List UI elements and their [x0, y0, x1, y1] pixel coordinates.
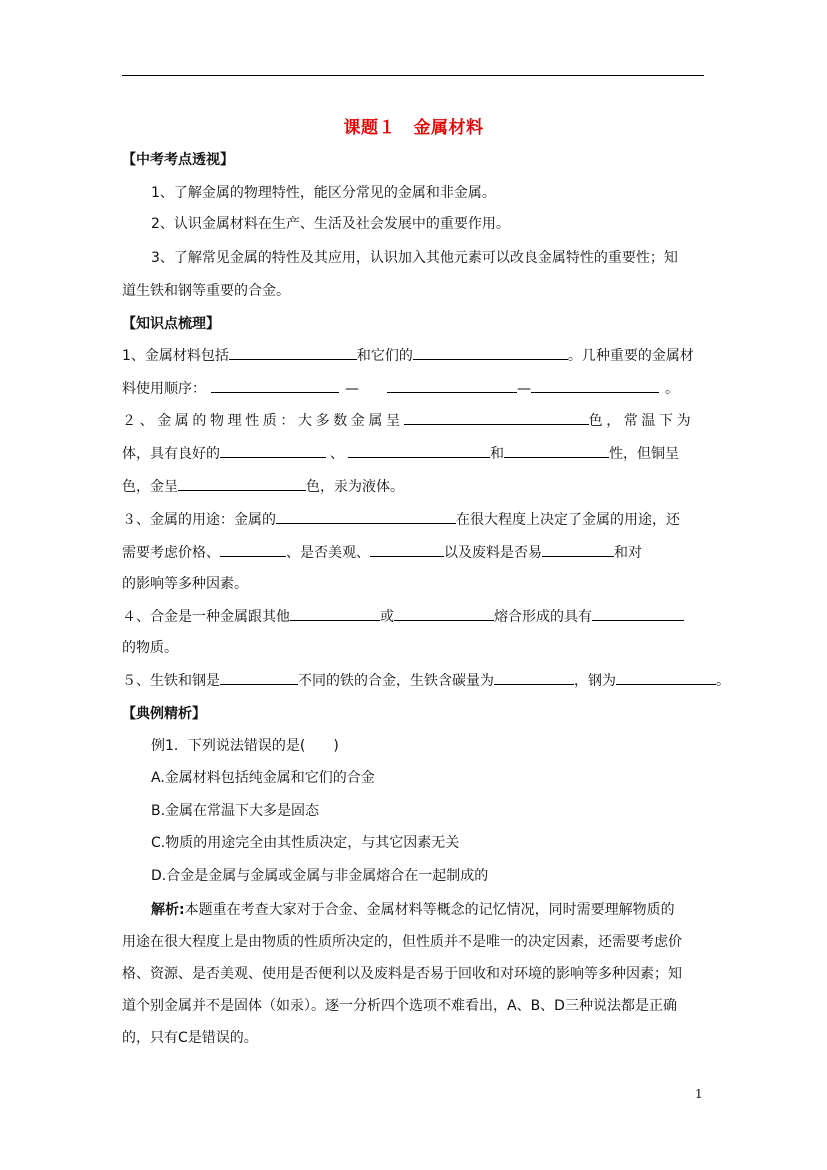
fill-blank[interactable]: [348, 443, 490, 458]
knowledge-5: [122, 670, 730, 691]
text: ，钢为: [574, 673, 616, 689]
text: 不同的铁的合金，生铁含碳量为: [298, 673, 494, 689]
fill-blank[interactable]: [413, 345, 568, 360]
section-heading-exam-points: 【中考考点透视】: [122, 152, 234, 168]
text: 和它们的: [356, 348, 413, 364]
text: 或: [380, 609, 394, 625]
fill-blank[interactable]: [220, 542, 286, 557]
text: 色，金呈: [122, 479, 178, 495]
fill-blank[interactable]: [387, 378, 517, 393]
fill-blank[interactable]: [494, 670, 574, 685]
example-question: 例1．下列说法错误的是( ): [151, 738, 339, 754]
fill-blank[interactable]: [220, 443, 326, 458]
fill-blank[interactable]: [616, 670, 716, 685]
option-b: B.金属在常温下大多是固态: [151, 803, 320, 819]
text: 。: [665, 381, 679, 397]
fill-blank[interactable]: [211, 378, 339, 393]
analysis-line-4: 道个别金属并不是固体（如汞）。逐一分析四个选项不难看出，A、B、D三种说法都是正确: [122, 998, 677, 1014]
analysis-label: 解析:: [151, 902, 185, 918]
text: 体，具有良好的: [122, 446, 220, 462]
goal-3-line-1: 3、了解常见金属的特性及其应用，认识加入其他元素可以改良金属特性的重要性；知: [151, 250, 678, 266]
text: 在很大程度上决定了金属的用途，还: [456, 512, 680, 528]
fill-blank[interactable]: [404, 410, 589, 425]
text: 本题重在考查大家对于合金、金属材料等概念的记忆情况，同时需要理解物质的: [184, 902, 675, 918]
fill-blank[interactable]: [531, 378, 659, 393]
text: 。: [716, 673, 730, 689]
text: 、是否美观、: [286, 545, 370, 561]
text: 料使用顺序：: [122, 381, 206, 397]
knowledge-3-line-2: [122, 542, 642, 563]
fill-blank[interactable]: [542, 542, 614, 557]
knowledge-2-line-2: [122, 443, 679, 464]
fill-blank[interactable]: [394, 606, 494, 621]
goal-3-line-2: 道生铁和钢等重要的合金。: [122, 283, 290, 299]
text: 色，汞为液体。: [306, 479, 404, 495]
section-heading-knowledge: 【知识点梳理】: [122, 316, 220, 332]
fill-blank[interactable]: [276, 509, 456, 524]
text: 以及废料是否易: [444, 545, 542, 561]
option-a: A.金属材料包括纯金属和它们的合金: [151, 770, 375, 786]
text: ３、金属的用途：金属的: [122, 512, 276, 528]
text: ５、生铁和钢是: [122, 673, 220, 689]
text: 熔合形成的具有: [494, 609, 592, 625]
text: —: [345, 381, 359, 397]
text: ２、金属的物理性质：大多数金属呈: [122, 413, 404, 429]
knowledge-3-line-3: 的影响等多种因素。: [122, 576, 248, 592]
analysis-line-3: 格、资源、是否美观、使用是否便利以及废料是否易于回收和对环境的影响等多种因素；知: [122, 966, 682, 982]
option-d: D.合金是金属与金属或金属与非金属熔合在一起制成的: [151, 868, 489, 884]
analysis-line-2: 用途在很大程度上是由物质的性质所决定的，但性质并不是唯一的决定因素，还需要考虑价: [122, 934, 682, 950]
option-c: C.物质的用途完全由其性质决定，与其它因素无关: [151, 835, 460, 851]
fill-blank[interactable]: [220, 670, 298, 685]
text: 。几种重要的金属材: [567, 348, 694, 364]
fill-blank[interactable]: [229, 345, 357, 360]
text: 和: [490, 446, 504, 462]
knowledge-3-line-1: [122, 509, 680, 530]
goal-1: 1、了解金属的物理特性，能区分常见的金属和非金属。: [151, 185, 496, 201]
header-rule: [122, 75, 704, 76]
text: 性，但铜呈: [609, 446, 679, 462]
section-heading-examples: 【典例精析】: [122, 706, 206, 722]
page-title: 课题１ 金属材料: [343, 118, 484, 138]
fill-blank[interactable]: [504, 443, 609, 458]
analysis-line-1: [151, 900, 675, 920]
text: 1、金属材料包括: [122, 348, 229, 364]
page-number: 1: [695, 1087, 703, 1101]
fill-blank[interactable]: [370, 542, 444, 557]
text: 色，常温下为: [588, 413, 695, 429]
knowledge-1-line-2: [122, 378, 679, 399]
text: 、: [330, 446, 344, 462]
knowledge-2-line-3: [122, 476, 404, 497]
analysis-line-5: 的，只有C是错误的。: [122, 1030, 258, 1046]
text: 需要考虑价格、: [122, 545, 220, 561]
goal-2: 2、认识金属材料在生产、生活及社会发展中的重要作用。: [151, 216, 510, 232]
text: 和对: [614, 545, 642, 561]
knowledge-4-line-1: [122, 606, 684, 627]
knowledge-4-line-2: 的物质。: [122, 640, 178, 656]
fill-blank[interactable]: [290, 606, 380, 621]
knowledge-2-line-1: [122, 410, 694, 431]
text: —: [517, 381, 531, 397]
text: ４、合金是一种金属跟其他: [122, 609, 290, 625]
fill-blank[interactable]: [592, 606, 684, 621]
knowledge-1-line-1: [122, 345, 694, 366]
fill-blank[interactable]: [178, 476, 306, 491]
